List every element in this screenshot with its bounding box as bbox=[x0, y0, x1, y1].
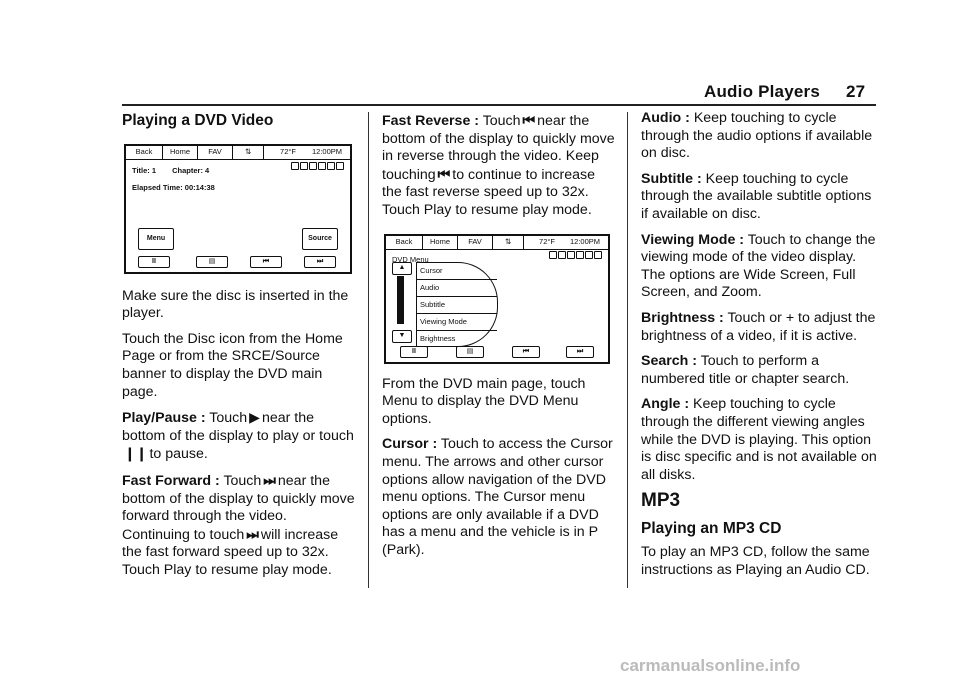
fast-reverse-icon: ⏮ bbox=[437, 165, 451, 182]
brightness-paragraph bbox=[641, 310, 879, 345]
pause-icon: II bbox=[400, 346, 428, 358]
menu-item: Cursor bbox=[417, 263, 497, 280]
screen-status-icons bbox=[549, 251, 602, 259]
text-run: Touch bbox=[209, 410, 248, 427]
scroll-down-icon: ▼ bbox=[392, 330, 412, 343]
play-icon: ▶ bbox=[249, 409, 260, 426]
paragraph: From the DVD main page, touch Menu to display the DVD Menu options. bbox=[382, 375, 586, 427]
screen-back-label: Back bbox=[126, 146, 163, 159]
text-run: Keep touching to cycle through the different viewing angles while the DVD is playing. This option is disc specific and is not available on all disks. bbox=[641, 396, 877, 483]
fast-forward-icon: ⏭ bbox=[263, 471, 276, 488]
screen-arrow-icon: ⇅ bbox=[233, 146, 264, 159]
fast-forward-icon: ⏭ bbox=[246, 525, 259, 542]
column-divider bbox=[368, 112, 369, 588]
text-run: to continue to increase the fast reverse speed up to 32x. Touch Play to resume play mode. bbox=[382, 166, 596, 218]
text-run: to pause. bbox=[149, 446, 208, 463]
text-run: Touch to change the viewing mode of the video display. The options are Wide Screen, Full Screen, and Zoom. bbox=[641, 231, 876, 301]
pause-icon: II bbox=[138, 256, 170, 268]
screen-chapter: Chapter: 4 bbox=[172, 165, 210, 175]
menu-item: Brightness bbox=[420, 333, 456, 343]
term-label: Play/Pause : bbox=[122, 410, 206, 427]
menu-item: Viewing Mode bbox=[417, 314, 497, 331]
screen-fav-label: FAV bbox=[198, 146, 233, 159]
term-label: Subtitle : bbox=[641, 170, 702, 187]
column-3 bbox=[641, 110, 879, 588]
dvd-menu-screen-illustration bbox=[384, 234, 610, 364]
section-heading: Playing a DVD Video bbox=[122, 112, 274, 129]
subtitle-paragraph bbox=[641, 171, 879, 224]
pause-icon: ❙❙ bbox=[124, 445, 148, 462]
next-icon: ⏭ bbox=[304, 256, 336, 268]
term-label: Audio : bbox=[641, 110, 690, 126]
menu-item: Subtitle bbox=[417, 297, 497, 314]
term-label: Brightness : bbox=[641, 309, 724, 326]
text-run: Touch bbox=[482, 113, 521, 129]
text-run: Touch to perform a numbered title or chapter search. bbox=[641, 353, 850, 387]
scroll-bar bbox=[397, 276, 404, 324]
audio-paragraph bbox=[641, 110, 879, 163]
screen-menu-button: Menu bbox=[138, 228, 174, 250]
text-run: Keep touching to cycle through the audio options if available on disc. bbox=[641, 110, 873, 162]
paragraph: Make sure the disc is inserted in the player. bbox=[122, 287, 349, 322]
fast-forward-paragraph bbox=[122, 472, 358, 580]
page-number: 27 bbox=[845, 82, 866, 101]
column-divider bbox=[627, 112, 628, 588]
text-run: near the bottom of the display to quickly move forward through the video. Continuing to touch bbox=[122, 472, 355, 543]
watermark: carmanualsonline.info bbox=[620, 656, 801, 675]
menu-item: Audio bbox=[417, 280, 497, 297]
screen-title-line: Title: 1 bbox=[132, 165, 157, 175]
screen-fav-label: FAV bbox=[458, 236, 493, 249]
text-run: will increase the fast forward speed up to 32x. Touch Play to resume play mode. bbox=[122, 526, 339, 578]
screen-time: 12:00PM bbox=[312, 147, 343, 157]
screen-back-label: Back bbox=[386, 236, 423, 249]
paragraph: Touch the Disc icon from the Home Page or from the SRCE/Source banner to display the DVD main page. bbox=[122, 330, 343, 400]
disc-icon: ▤ bbox=[456, 346, 484, 358]
cursor-paragraph bbox=[382, 436, 618, 559]
search-paragraph bbox=[641, 353, 879, 388]
term-label: Fast Reverse : bbox=[382, 113, 479, 129]
screen-top-bar bbox=[126, 146, 350, 160]
screen-temp: 72°F bbox=[280, 147, 296, 157]
screen-menu-title: DVD Menu bbox=[392, 254, 429, 264]
screen-status-icons bbox=[291, 162, 344, 170]
play-pause-paragraph bbox=[122, 409, 358, 464]
screen-source-button: Source bbox=[302, 228, 338, 250]
disc-icon: ▤ bbox=[196, 256, 228, 268]
text-run: Touch to access the Cursor menu. The arrows and other cursor options allow navigation of the DVD menu options. The Cursor menu options are only available if a DVD has a menu and the vehicle is in P (Park). bbox=[382, 436, 613, 558]
screen-home-label: Home bbox=[163, 146, 198, 159]
mp3-heading: MP3 bbox=[641, 490, 681, 512]
dvd-main-screen-illustration bbox=[124, 144, 352, 274]
text-run: Touch bbox=[223, 472, 262, 489]
next-icon: ⏭ bbox=[566, 346, 594, 358]
header-rule bbox=[122, 104, 876, 106]
screen-arrow-icon: ⇅ bbox=[493, 236, 524, 249]
menu-list bbox=[416, 262, 498, 347]
text-run: Keep touching to cycle through the available subtitle options if available on disc. bbox=[641, 170, 872, 222]
screen-temp: 72°F bbox=[539, 237, 555, 247]
mp3-subheading: Playing an MP3 CD bbox=[641, 519, 782, 537]
text-run: near the bottom of the display to play or touch bbox=[122, 410, 354, 444]
term-label: Angle : bbox=[641, 396, 690, 413]
screen-info bbox=[132, 162, 215, 197]
fast-reverse-paragraph bbox=[382, 112, 618, 220]
screen-time: 12:00PM bbox=[570, 237, 601, 247]
text-run: Touch or + to adjust the brightness of a video, if it is active. bbox=[641, 309, 876, 344]
term-label: Fast Forward : bbox=[122, 472, 220, 489]
column-2 bbox=[382, 112, 618, 568]
term-label: Search : bbox=[641, 353, 697, 370]
viewing-mode-paragraph bbox=[641, 232, 879, 302]
page-header bbox=[704, 82, 865, 102]
screen-top-bar bbox=[386, 236, 608, 250]
previous-icon: ⏮ bbox=[250, 256, 282, 268]
paragraph: To play an MP3 CD, follow the same instructions as Playing an Audio CD. bbox=[641, 544, 870, 579]
section-title: Audio Players bbox=[704, 82, 820, 101]
screen-home-label: Home bbox=[423, 236, 458, 249]
previous-icon: ⏮ bbox=[512, 346, 540, 358]
term-label: Viewing Mode : bbox=[641, 231, 744, 248]
column-1 bbox=[122, 112, 358, 588]
angle-paragraph bbox=[641, 396, 879, 484]
scroll-up-icon: ▲ bbox=[392, 262, 412, 275]
term-label: Cursor : bbox=[382, 436, 438, 453]
text-run: near the bottom of the display to quickly move in reverse through the video. Keep touching bbox=[382, 113, 615, 183]
screen-elapsed: Elapsed Time: 00:14:38 bbox=[132, 183, 215, 193]
fast-reverse-icon: ⏮ bbox=[522, 112, 536, 128]
